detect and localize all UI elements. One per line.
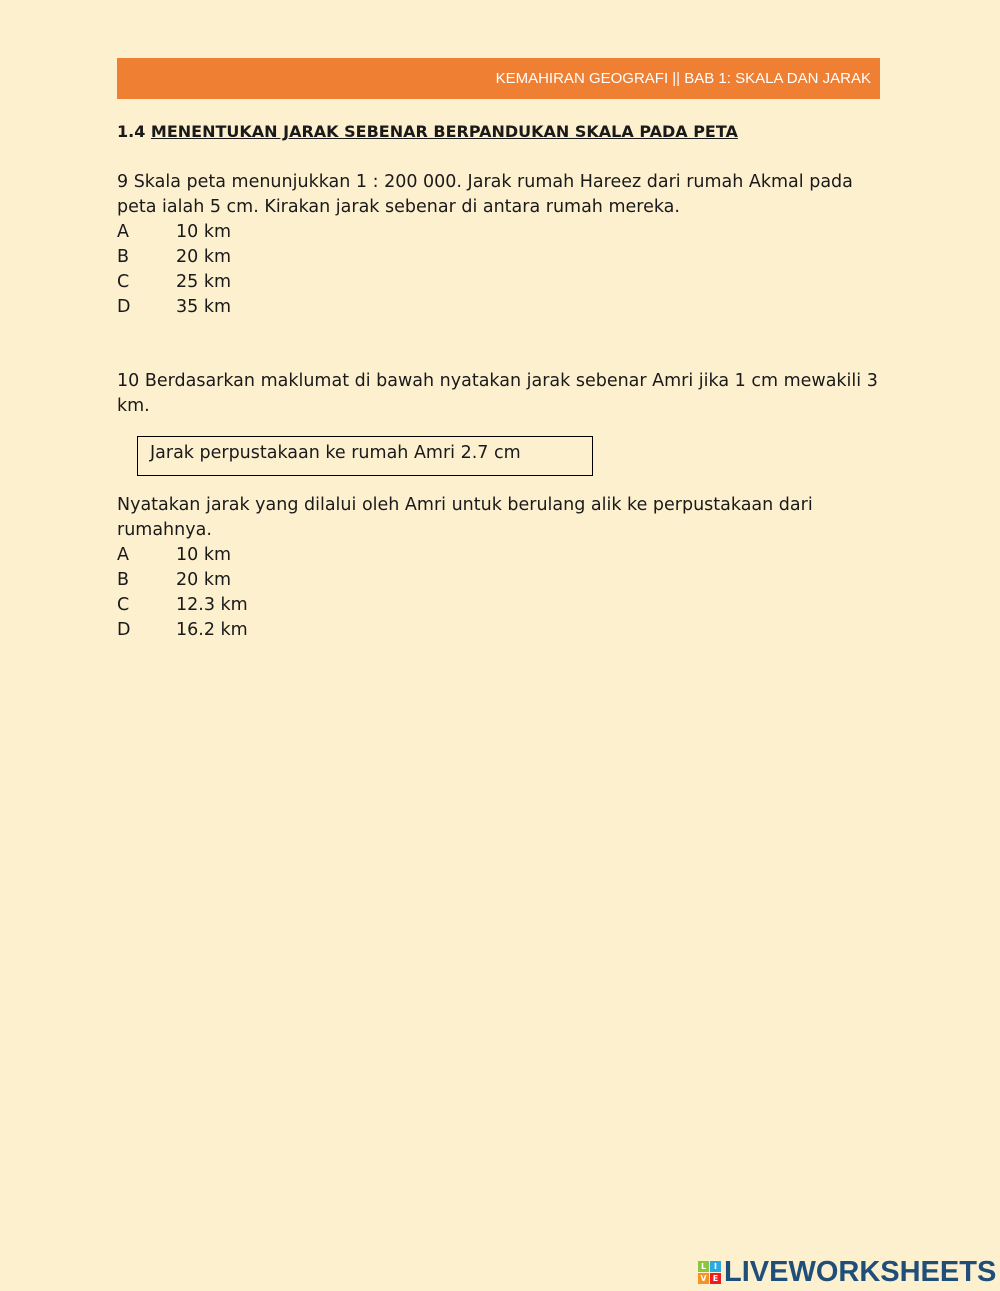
logo-letter: E [710,1273,721,1284]
option-letter: C [117,272,130,292]
option-value: 35 km [176,297,232,317]
option[interactable] [117,220,887,245]
option-letter: A [117,222,129,242]
logo-text: LIVEWORKSHEETS [724,1256,997,1288]
option[interactable] [117,593,887,618]
option-letter: C [117,595,130,615]
option[interactable] [117,245,887,270]
question-text: 9 Skala peta menunjukkan 1 : 200 000. Jarak rumah Hareez dari rumah Akmal pada peta ialah 5 cm. Kirakan jarak sebenar di antara rumah mereka. [117,172,853,217]
logo-letter: I [710,1261,721,1272]
option-letter: B [117,247,130,267]
option[interactable] [117,568,887,593]
question-10-followup [117,493,887,643]
option-value: 16.2 km [176,620,248,640]
option-letter: D [117,620,131,640]
option[interactable] [117,295,887,320]
option-letter: A [117,545,129,565]
question-text: 10 Berdasarkan maklumat di bawah nyatakan jarak sebenar Amri jika 1 cm mewakili 3 km. [117,371,878,416]
section-number: 1.4 [117,122,146,141]
option-letter: B [117,570,130,590]
option-value: 10 km [176,545,232,565]
question-9 [117,170,887,320]
option-value: 25 km [176,272,232,292]
section-heading: MENENTUKAN JARAK SEBENAR BERPANDUKAN SKALA PADA PETA [150,122,738,141]
question-followup-text: Nyatakan jarak yang dilalui oleh Amri untuk berulang alik ke perpustakaan dari rumahnya. [117,495,813,540]
info-box [137,436,593,476]
option-letter: D [117,297,131,317]
option-value: 12.3 km [176,595,248,615]
banner-text: KEMAHIRAN GEOGRAFI || BAB 1: SKALA DAN JARAK [495,70,871,87]
option-value: 10 km [176,222,232,242]
logo-icon [698,1261,721,1284]
info-box-text: Jarak perpustakaan ke rumah Amri 2.7 cm [150,443,521,463]
header-banner [117,58,880,99]
option[interactable] [117,618,887,643]
question-10 [117,369,887,419]
option-value: 20 km [176,247,232,267]
option-value: 20 km [176,570,232,590]
option[interactable] [117,543,887,568]
liveworksheets-logo [698,1256,996,1289]
option[interactable] [117,270,887,295]
logo-letter: V [698,1273,709,1284]
section-title [117,122,738,141]
logo-letter: L [698,1261,709,1272]
